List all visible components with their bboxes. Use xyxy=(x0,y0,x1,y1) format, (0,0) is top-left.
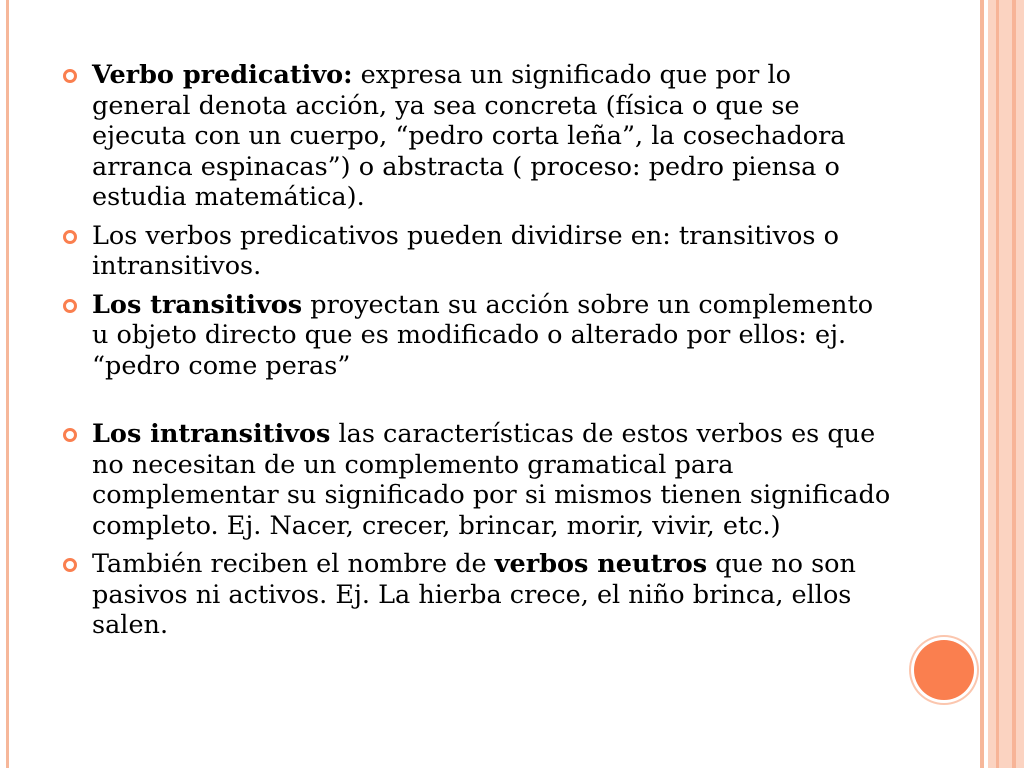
decorative-circle xyxy=(914,640,974,700)
left-frame-line xyxy=(6,0,9,768)
term-bold: verbos neutros xyxy=(494,549,708,579)
term-bold: Verbo predicativo: xyxy=(92,60,353,90)
right-frame-stripe xyxy=(1012,0,1016,768)
bullet-item-neutros xyxy=(62,549,892,641)
bullet-text: También reciben el nombre de xyxy=(92,549,495,579)
ring-bullet-icon xyxy=(62,68,78,84)
right-frame-line xyxy=(980,0,984,768)
bullet-text: proyectan su acción sobre un complemento u objeto directo que es modificado o alterado por ellos: ej. “pedro come peras” xyxy=(92,289,874,381)
term-bold: Los intransitivos xyxy=(92,419,331,449)
ring-bullet-icon xyxy=(62,427,78,443)
bullet-item-division xyxy=(62,221,892,282)
ring-bullet-icon xyxy=(62,557,78,573)
bullet-text: expresa un significado que por lo general denota acción, ya sea concreta (física o que se ejecuta con un cuerpo, “pedro corta leña”, la cosechadora arranca espinacas”) o abstracta ( proceso: pedro piensa o estudia matemática). xyxy=(92,60,846,212)
bullet-text: Los verbos predicativos pueden dividirse en: transitivos o intransitivos. xyxy=(92,220,839,281)
bullet-list xyxy=(62,60,892,649)
term-bold: Los transitivos xyxy=(92,289,303,320)
bullet-item-transitivos xyxy=(62,290,892,382)
right-frame-band xyxy=(988,0,1024,768)
bullet-item-intransitivos xyxy=(62,419,892,541)
bullet-text-after: que no son pasivos ni activos. Ej. La hierba crece, el niño brinca, ellos salen. xyxy=(92,549,856,640)
bullet-item-verbo-predicativo xyxy=(62,60,892,213)
right-frame-stripe xyxy=(996,0,999,768)
ring-bullet-icon xyxy=(62,298,78,314)
ring-bullet-icon xyxy=(62,229,78,245)
bullet-text: las características de estos verbos es que no necesitan de un complemento gramatical para complementar su significado por si mismos tienen significado completo. Ej. Nacer, crecer, brincar, morir, vivir, etc.) xyxy=(92,419,891,541)
